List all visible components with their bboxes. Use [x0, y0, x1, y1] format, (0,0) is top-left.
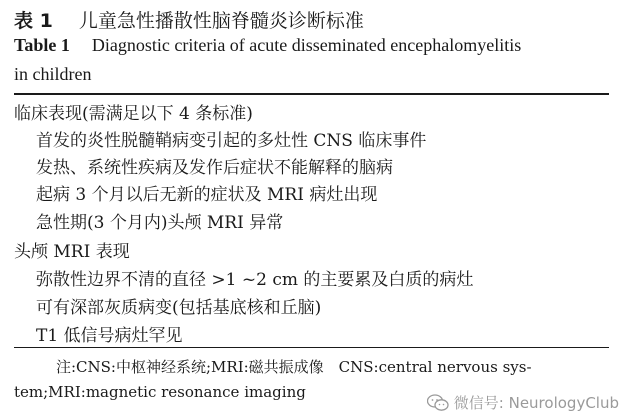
section-heading-clinical: 临床表现(需满足以下 4 条标准)	[14, 104, 253, 124]
watermark-text: 微信号: NeurologyClub	[453, 394, 619, 412]
criteria-item: 弥散性边界不清的直径 >1 ~2 cm 的主要累及白质的病灶	[36, 270, 474, 290]
table-title-en-line2: in children	[14, 64, 92, 84]
table-footnote-line1: 注:CNS:中枢神经系统;MRI:磁共振成像 CNS:central nervous sys-	[56, 358, 532, 376]
table-title-en	[14, 35, 521, 56]
table-number-en: Table 1	[14, 35, 70, 55]
criteria-item: 发热、系统性疾病及发作后症状不能解释的脑病	[36, 158, 393, 178]
table-title-en-text: Diagnostic criteria of acute disseminated encephalomyelitis	[91, 35, 522, 55]
table-bottom-rule	[14, 347, 609, 348]
criteria-item: 急性期(3 个月内)头颅 MRI 异常	[36, 213, 284, 233]
table-title-cn	[14, 6, 364, 33]
table-title-cn-text: 儿童急性播散性脑脊髓炎诊断标准	[78, 10, 364, 32]
table-footnote-line2: tem;MRI:magnetic resonance imaging	[14, 383, 306, 401]
criteria-item: 起病 3 个月以后无新的症状及 MRI 病灶出现	[36, 185, 378, 205]
criteria-item: 首发的炎性脱髓鞘病变引起的多灶性 CNS 临床事件	[36, 131, 427, 151]
watermark	[427, 392, 619, 413]
wechat-icon	[427, 394, 449, 412]
criteria-item: 可有深部灰质病变(包括基底核和丘脑)	[36, 298, 322, 318]
table-number-cn: 表 1	[14, 10, 53, 32]
criteria-item: T1 低信号病灶罕见	[36, 326, 183, 346]
table-top-rule	[14, 93, 609, 95]
section-heading-mri: 头颅 MRI 表现	[14, 242, 130, 262]
